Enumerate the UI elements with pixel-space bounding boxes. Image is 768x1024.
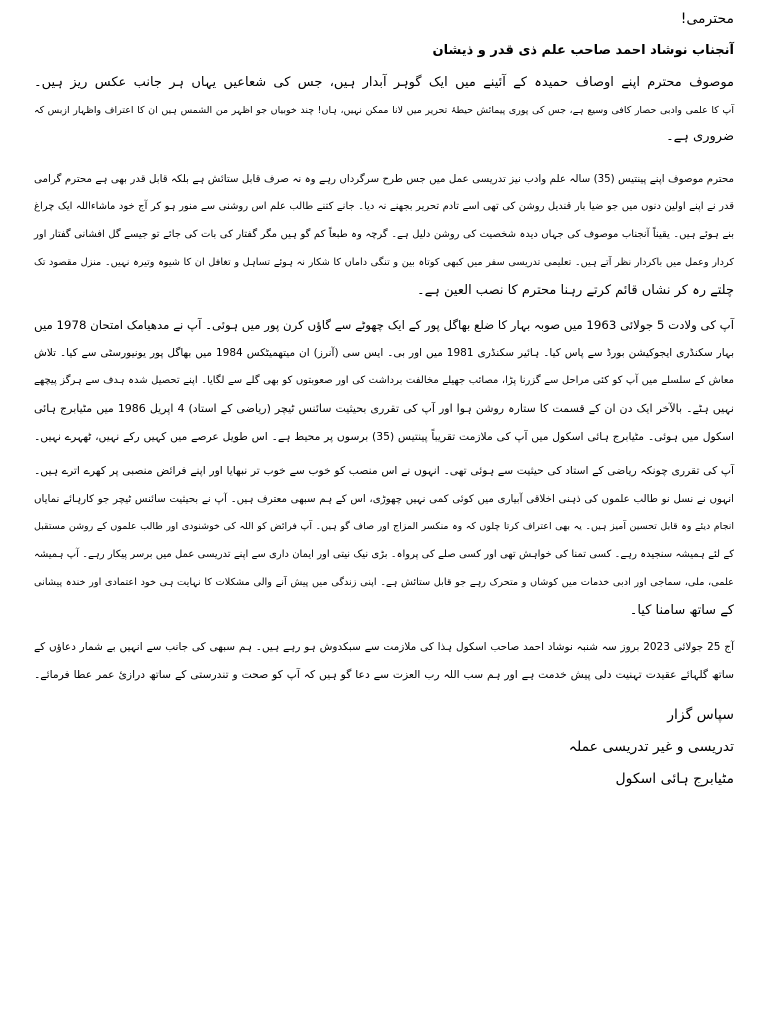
school-name: مٹیابرج ہائی اسکول [615,771,734,787]
body-line: علمی، ملی، سماجی اور ادبی خدمات میں کوشاں و متحرک رہے جو قابل ستائش ہے۔ اپنی زندگی میں پیش آنے والی مشکلات کا نہایت ہی خود اعتمادی اور خندہ پیشانی [34,577,734,588]
salutation: محترمی! [680,11,734,27]
body-line: ساتھ گلہائے عقیدت تہنیت دلی پیش خدمت ہے اور ہم سب اللہ رب العزت سے دعا گو ہیں کہ آپ کو صحت و تندرستی کے ساتھ درازئ عمر عطا فرمائے۔ [34,668,734,681]
body-line: کے ساتھ سامنا کیا۔ [629,603,734,618]
body-line: محترم موصوف اپنے پینتیس (35) سالہ علم وادب نیز تدریسی عمل میں جس طرح سرگرداں رہے وہ نہ صرف قابل ستائش ہے بلکہ قابل قدر بھی ہے محترم گرامی [34,173,734,185]
body-line: قدر نے اپنے اولین دنوں میں جو ضیا بار قندیل روشن کی تھی اسے تادم تحریر بجھنے نہ دیا۔ جانے کتنے طالب علم اس روشنی سے منور ہو کر آج خود ماشاءاللہ ایک چراغ [34,201,734,212]
body-line: نہیں ہٹے۔ بالآخر ایک دن ان کے قسمت کا ستارہ روشن ہوا اور آپ کی تقرری بحیثیت سائنس ٹیچر (ریاضی کے استاد) 4 اپریل 1986 میں مٹیابرج ہائی [34,402,734,415]
body-line: چلتے رہ کر نشاں قائم کرتے رہنا محترم کا نصب العین ہے۔ [417,283,734,298]
body-line: بنے ہوئے ہیں۔ یقیناً آنجناب موصوف کی جہاں دیدہ شخصیت کی روشن دلیل ہے۔ گرچہ وہ طبعاً کم گو ہیں مگر گفتار کی بات کی جائے تو جیسے گل افشانی گفتار اور [34,229,734,240]
closing: سپاس گزار [667,707,734,723]
body-line: موصوف محترم اپنے اوصاف حمیدہ کے آئینے میں ایک گوہر آبدار ہیں، جس کی شعاعیں یہاں ہر جانب عکس ریز ہیں۔ [34,75,734,90]
body-line: انہوں نے نسل نو طالب علموں کی ذہنی اخلاقی آبیاری میں کوئی کمی نہیں چھوڑی، اس کے ہم سبھی معترف ہیں۔ آپ نے بحیثیت سائنس ٹیچر جو کارہائے نمایاں [34,493,734,505]
body-line: کے لئے ہمیشہ سنجیدہ رہے۔ کسی تمنا کی خواہش تھی اور کسی صلے کی پرواہ۔ بڑی نیک نیتی اور ایمان داری سے اپنے تدریسی عمل میں برسر پیکار رہے۔ آپ ہمیشہ [34,549,734,560]
signatory: تدریسی و غیر تدریسی عملہ [568,739,734,755]
body-line: ضروری ہے۔ [666,129,734,144]
body-line: آپ کی تقرری چونکہ ریاضی کے استاد کی حیثیت سے ہوئی تھی۔ انہوں نے اس منصب کو خوب سے خوب تر نبھایا اور اپنے فرائض منصبی پر کھرے اترے ہیں۔ [34,464,734,477]
body-line: معاش کے سلسلے میں آپ کو کئی مراحل سے گزرنا پڑا، مصائب جھیلے مخالفت برداشت کی اور صعوبتوں کو بھی گلے سے لگایا۔ اپنے تحصیل شدہ ہدف سے ہرگز پیچھے [34,375,734,386]
body-line: اسکول میں ہوئی۔ مٹیابرج ہائی اسکول میں آپ کی ملازمت تقریباً پینتیس (35) برسوں پر محیط ہے۔ اس طویل عرصے میں کہیں رکے نہیں، ٹھہرے نہیں۔ [34,430,734,443]
body-line: کردار وعمل میں باکردار نظر آتے ہیں۔ تعلیمی تدریسی سفر میں کبھی کوتاہ بین و تنگی داماں کا شکار نہ ہوئے تساہل و تغافل ان کا شیوہ وتیرہ نہیں۔ منزل مقصود تک [34,257,734,268]
body-line: انجام دیئے وہ قابل تحسین آمیز ہیں۔ یہ بھی اعتراف کرتا چلوں کہ وہ منکسر المزاج اور صاف گو ہیں۔ آپ فرائض کو اللہ کی خوشنودی اور طالب علموں کے روشن مستقبل [34,521,734,532]
body-line: آپ کا علمی وادبی حصار کافی وسیع ہے، جس کی پوری پیمائش حیطۂ تحریر میں لانا ممکن نہیں، ہاں! چند خوبیاں جو اظہر من الشمس ہیں ان کا اعتراف واظہار ازبس کہ [34,105,734,116]
addressee: آنجناب نوشاد احمد صاحب علم ذی قدر و ذیشان [432,43,734,58]
body-line: آپ کی ولادت 5 جولائی 1963 میں صوبہ بہار کا ضلع بھاگل پور کے ایک چھوٹے سے گاؤں کرن پور میں ہوئی۔ آپ نے مدھیامک امتحان 1978 میں [34,318,734,332]
body-line: بہار سکنڈری ایجوکیشن بورڈ سے پاس کیا۔ ہائیر سکنڈری 1981 میں اور بی۔ ایس سی (آنرز) ان میتھمیٹکس 1984 میں بھاگل پور یونیورسٹی سے کیا۔ تلاش [34,347,734,359]
body-line: آج 25 جولائی 2023 بروز سہ شنبہ نوشاد احمد صاحب اسکول ہذا کی ملازمت سے سبکدوش ہو رہے ہیں۔ ہم سبھی کی جانب سے انہیں بے شمار دعاؤں کے [34,641,734,653]
